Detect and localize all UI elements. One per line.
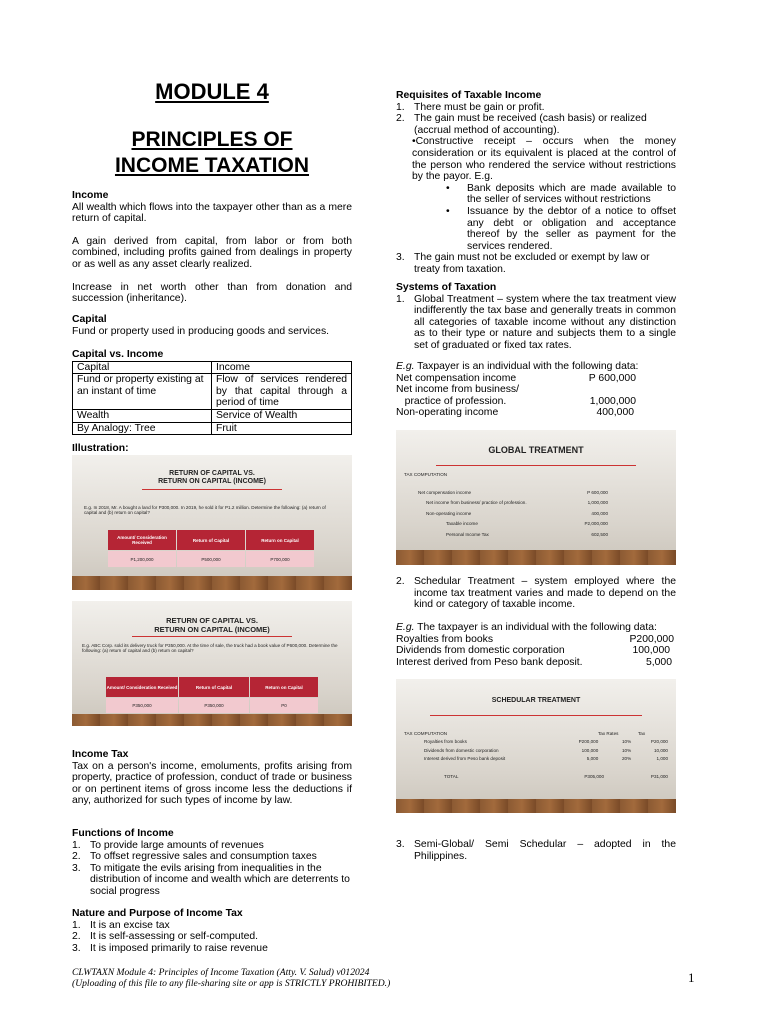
example-1: [396, 361, 676, 419]
slide-row: Net compensation income P 600,000: [418, 490, 608, 495]
slide-total-row: TOTAL P305,000 P31,000: [444, 773, 668, 779]
illustration-slide-2: [72, 601, 352, 726]
schedular-treatment-slide: [396, 679, 676, 813]
global-treatment-slide: [396, 430, 676, 565]
income-paragraph-2: A gain derived from capital, from labor or from both combined, including profits gained from dealings in property or as well as any asset clearly realized.: [72, 235, 352, 270]
systems-section: [396, 282, 676, 352]
illustration-slide-1: [72, 455, 352, 590]
list-item: 3. It is imposed primarily to raise revenue: [72, 942, 268, 954]
footer-line-1: CLWTAXN Module 4: Principles of Income Taxation (Atty. V. Salud) v012024: [72, 967, 370, 978]
slide-table-cell: P0: [250, 698, 318, 713]
slide-wood-floor: [72, 576, 352, 590]
slide-table-cell: P350,000: [179, 698, 249, 713]
slide-example-text: E.g. In 2018, Mr. A bought a land for P300,000. In 2019, he sold it for P1.2 million. Determine the following: (a) return of capital and (b) return on capital?: [84, 505, 326, 516]
slide-divider: [132, 636, 292, 637]
slide-row: Taxable income P2,000,000: [446, 521, 608, 527]
constructive-receipt-text: •Constructive receipt – occurs when the money consideration or its equivalent is placed at the control of the person who rendered the service without restrictions by the payor. E.g.: [412, 136, 676, 183]
example-row: Royalties from books P200,000: [396, 633, 674, 645]
footer-line-2: (Uploading of this file to any file-sharing site or app is STRICTLY PROHIBITED.): [72, 977, 391, 989]
slide-table-cell: P500,000: [177, 551, 245, 567]
table-cell: Fruit: [212, 422, 352, 435]
income-tax-paragraph: Tax on a person's income, emoluments, profits arising from property, practice of profession, conduct of trade or business or on pertinent items of gross income less the deductions if any, authorized for such types of income by law.: [72, 760, 352, 807]
slide-wood-floor: [72, 714, 352, 726]
slide-table-header: Return of Capital: [177, 530, 245, 550]
slide-rows: [418, 490, 608, 537]
income-paragraph-3: Increase in net worth other than from donation and succession (inheritance).: [72, 281, 352, 305]
schedular-section: [396, 576, 676, 611]
capital-vs-income-heading: Capital vs. Income: [72, 349, 164, 360]
income-heading: Income: [72, 190, 109, 201]
income-tax-heading: Income Tax: [72, 749, 129, 760]
functions-section: [72, 828, 352, 898]
slide-table: [404, 731, 668, 779]
table-cell: Capital: [73, 361, 212, 374]
requisites-heading: Requisites of Taxable Income: [396, 90, 542, 101]
systems-heading: Systems of Taxation: [396, 282, 497, 293]
table-row: [73, 361, 352, 374]
list-item: 2. It is self-assessing or self-computed.: [72, 931, 259, 943]
slide-wood-floor: [396, 799, 676, 813]
example-2-intro: E.g. The taxpayer is an individual with the following data:: [396, 622, 657, 633]
example-2: [396, 622, 676, 668]
slide-table-cell: P700,000: [246, 551, 314, 567]
list-item: 1. There must be gain or profit.: [396, 101, 545, 113]
example-row: Net income from business/: [396, 384, 520, 396]
example-row: practice of profession. 1,000,000: [396, 395, 636, 407]
slide-row: Interest derived from Peso bank deposit 5,000 20% 1,000: [424, 756, 668, 762]
functions-heading: Functions of Income: [72, 828, 174, 839]
table-row: [73, 409, 352, 422]
slide-wood-floor: [396, 550, 676, 565]
slide-title: GLOBAL TREATMENT: [488, 445, 584, 455]
slide-row: TAX COMPUTATION Tax Rates Tax: [404, 731, 646, 736]
slide-row: Non-operating income 400,000: [426, 510, 608, 516]
example-row: Interest derived from Peso bank deposit. 5,000: [396, 656, 672, 668]
slide-title-line1: RETURN OF CAPITAL VS.: [166, 616, 258, 625]
example-row: Net compensation income P 600,000: [396, 372, 636, 384]
income-section: [72, 190, 352, 305]
list-item: 2. To offset regressive sales and consumption taxes: [72, 851, 317, 863]
slide-divider: [142, 489, 282, 490]
main-title-line1: PRINCIPLES OF: [131, 128, 293, 151]
table-cell: Service of Wealth: [212, 409, 352, 422]
slide-table-header: Amount/ Consideration Received: [108, 530, 176, 550]
slide-title-line2: RETURN ON CAPITAL (INCOME): [154, 625, 270, 634]
capital-section: [72, 314, 352, 337]
capital-paragraph: Fund or property used in producing goods and services.: [72, 325, 330, 337]
list-item: 3. Semi-Global/ Semi Schedular – adopted in the Philippines.: [396, 839, 676, 862]
income-paragraph-1: All wealth which flows into the taxpayer other than as a mere return of capital.: [72, 201, 352, 225]
slide-example-text: E.g. ABC Corp. sold its delivery truck for P350,000. At the time of sale, the truck had a book value of P600,000. Determine the following: (a) return of capital and (b) return on capital?: [82, 643, 338, 654]
slide-title-line1: RETURN OF CAPITAL VS.: [169, 470, 255, 477]
page-footer: [72, 968, 390, 989]
module-title: MODULE 4: [155, 79, 269, 104]
semi-section: [396, 839, 676, 862]
table-row: [73, 374, 352, 410]
table-cell: Fund or property existing at an instant of time: [73, 374, 212, 410]
slide-title-line2: RETURN ON CAPITAL (INCOME): [158, 478, 266, 485]
capital-vs-income-section: [72, 349, 352, 435]
list-item: 2. The gain must be received (cash basis) or realized (accrual method of accounting).: [396, 113, 647, 136]
requisites-section: [396, 90, 676, 276]
table-cell: By Analogy: Tree: [73, 422, 212, 435]
slide-row: Net income from business/ practice of profession. 1,000,000: [426, 500, 608, 506]
slide-row: Personal Income Tax 602,500: [446, 531, 608, 537]
capital-vs-income-table: [72, 361, 352, 436]
page-number: 1: [688, 970, 695, 985]
list-item: 1. To provide large amounts of revenues: [72, 839, 264, 851]
list-item: 3. To mitigate the evils arising from inequalities in the distribution of income and wealth which are deterrents to social progress: [72, 862, 350, 897]
slide-table-header: Return on Capital: [246, 530, 314, 550]
table-cell: Income: [212, 361, 352, 374]
slide-table-header: Return of Capital: [179, 677, 249, 697]
slide-table-header: Amount/ Consideration Received: [106, 677, 178, 697]
slide-table-cell: P1,200,000: [108, 551, 176, 567]
list-item: • Issuance by the debtor of a notice to offset any debt or obligation and acceptance thereof by the seller as payment for the services rendered.: [446, 205, 676, 252]
main-title-line2: INCOME TAXATION: [114, 154, 310, 177]
slide-row: Dividends from domestic corporation 100,000 10% 10,000: [424, 747, 668, 753]
nature-section: [72, 908, 352, 954]
list-item: 1. It is an excise tax: [72, 919, 170, 931]
slide-divider: [436, 465, 636, 466]
table-row: [73, 422, 352, 435]
list-item: • Bank deposits which are made available to the seller of services without restrictions: [446, 182, 676, 206]
table-cell: Wealth: [73, 409, 212, 422]
income-tax-section: [72, 749, 352, 807]
slide-table-header: Return on Capital: [250, 677, 318, 697]
capital-heading: Capital: [72, 314, 107, 325]
slide-title: SCHEDULAR TREATMENT: [491, 697, 581, 704]
list-item: 3. The gain must not be excluded or exempt by law or treaty from taxation.: [396, 252, 650, 275]
slide-table-cell: P350,000: [106, 698, 178, 713]
nature-list: [72, 920, 352, 955]
example-1-intro: E.g. Taxpayer is an individual with the following data:: [396, 361, 639, 372]
slide-divider: [430, 715, 642, 716]
example-row: Non-operating income 400,000: [396, 407, 634, 419]
example-row: Dividends from domestic corporation 100,000: [396, 645, 670, 657]
slide-subtitle: TAX COMPUTATION: [404, 472, 448, 477]
slide-row: Royalties from books P200,000 10% P20,000: [424, 739, 668, 745]
table-cell: Flow of services rendered by that capital through a period of time: [212, 374, 352, 410]
functions-list: [72, 840, 352, 898]
list-item: 2. Schedular Treatment – system employed where the income tax treatment varies and made to depend on the kind or category of taxable income.: [396, 576, 676, 611]
list-item: 1. Global Treatment – system where the tax treatment view indifferently the tax base and generally treats in common all categories of taxable income without any distinction as to their type or nature and subjects them to a single set of graduated or fixed tax rates.: [396, 293, 676, 351]
illustration-heading: Illustration:: [72, 443, 129, 454]
nature-heading: Nature and Purpose of Income Tax: [72, 908, 243, 919]
